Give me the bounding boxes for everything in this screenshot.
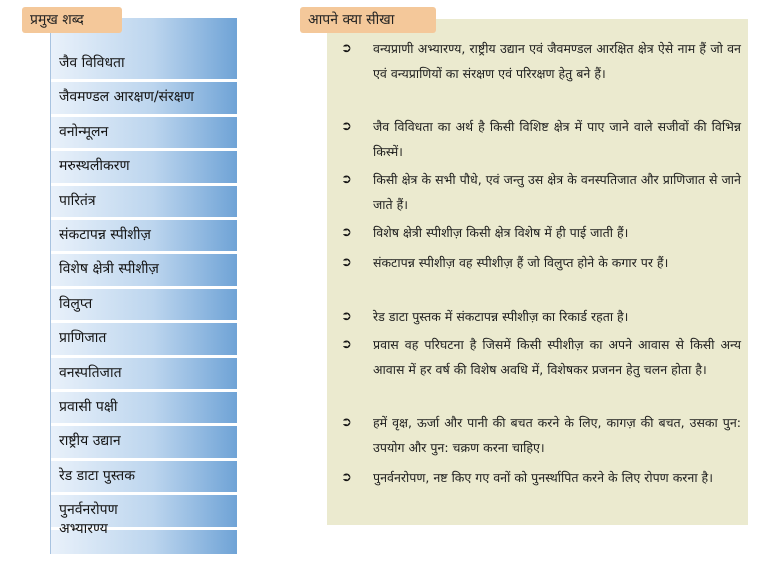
learned-heading: आपने क्या सीखा <box>300 7 436 33</box>
key-word-item: विशेष क्षेत्री स्पीशीज़ <box>51 254 237 288</box>
arrow-circle-icon: ➲ <box>341 337 352 352</box>
arrow-circle-icon: ➲ <box>341 41 352 56</box>
key-words-panel <box>50 18 237 554</box>
arrow-circle-icon: ➲ <box>341 255 352 270</box>
key-word-item: जैवमण्डल आरक्षण/संरक्षण <box>51 82 237 116</box>
arrow-circle-icon: ➲ <box>341 309 352 324</box>
arrow-circle-icon: ➲ <box>341 119 352 134</box>
key-word-item: पुनर्वनरोपण <box>51 495 237 529</box>
learned-point-text: जैव विविधता का अर्थ है किसी विशिष्ट क्षेत्र में पाए जाने वाले सजीवों की विभिन्न किस्में। <box>373 119 741 159</box>
arrow-circle-icon: ➲ <box>341 415 352 430</box>
learned-point <box>341 410 741 460</box>
key-word-item: अभ्यारण्य <box>59 521 108 537</box>
key-word-item: संकटापन्न स्पीशीज़ <box>51 220 237 254</box>
arrow-circle-icon: ➲ <box>341 172 352 187</box>
key-word-item: प्राणिजात <box>51 323 237 357</box>
key-word-item: रेड डाटा पुस्तक <box>51 461 237 495</box>
learned-point <box>341 167 741 217</box>
key-word-item: पारितंत्र <box>51 186 237 220</box>
key-word-item: वनोन्मूलन <box>51 117 237 151</box>
key-word-item: मरुस्थलीकरण <box>51 151 237 185</box>
learned-point <box>341 465 741 490</box>
learned-point <box>341 114 741 164</box>
key-word-item: जैव विविधता <box>51 48 237 82</box>
learned-point-text: रेड डाटा पुस्तक में संकटापन्न स्पीशीज़ का रिकार्ड रहता है। <box>373 309 629 324</box>
learned-point-text: पुनर्वनरोपण, नष्ट किए गए वनों को पुनर्स्थापित करने के लिए रोपण करना है। <box>373 470 713 485</box>
learned-point-text: वन्यप्राणी अभ्यारण्य, राष्ट्रीय उद्यान एवं जैवमण्डल आरक्षित क्षेत्र ऐसे नाम हैं जो वन एवं वन्यप्राणियों का संरक्षण एवं परिरक्षण हेतु बने हैं। <box>373 41 741 81</box>
learned-panel <box>327 19 748 525</box>
key-word-item: राष्ट्रीय उद्यान <box>51 426 237 460</box>
key-words-heading: प्रमुख शब्द <box>22 7 122 33</box>
key-word-item: विलुप्त <box>51 289 237 323</box>
arrow-circle-icon: ➲ <box>341 470 352 485</box>
key-word-item: वनस्पतिजात <box>51 358 237 392</box>
learned-point <box>341 36 741 86</box>
learned-point <box>341 332 741 382</box>
learned-point-text: विशेष क्षेत्री स्पीशीज़ किसी क्षेत्र विशेष में ही पाई जाती हैं। <box>373 225 629 240</box>
learned-point <box>341 250 741 275</box>
learned-point-text: संकटापन्न स्पीशीज़ वह स्पीशीज़ हैं जो विलुप्त होने के कगार पर हैं। <box>373 255 669 270</box>
key-word-item: प्रवासी पक्षी <box>51 392 237 426</box>
arrow-circle-icon: ➲ <box>341 225 352 240</box>
learned-point-text: प्रवास वह परिघटना है जिसमें किसी स्पीशीज़ का अपने आवास से किसी अन्य आवास में हर वर्ष की विशेष अवधि में, विशेषकर प्रजनन हेतु चलन होता है। <box>373 337 741 377</box>
learned-point-text: किसी क्षेत्र के सभी पौधे, एवं जन्तु उस क्षेत्र के वनस्पतिजात और प्राणिजात से जाने जाते हैं। <box>373 172 741 212</box>
learned-point-text: हमें वृक्ष, ऊर्जा और पानी की बचत करने के लिए, कागज़ की बचत, उसका पुन: उपयोग और पुन: चक्रण करना चाहिए। <box>373 415 741 455</box>
learned-point <box>341 220 741 245</box>
learned-point <box>341 304 741 329</box>
